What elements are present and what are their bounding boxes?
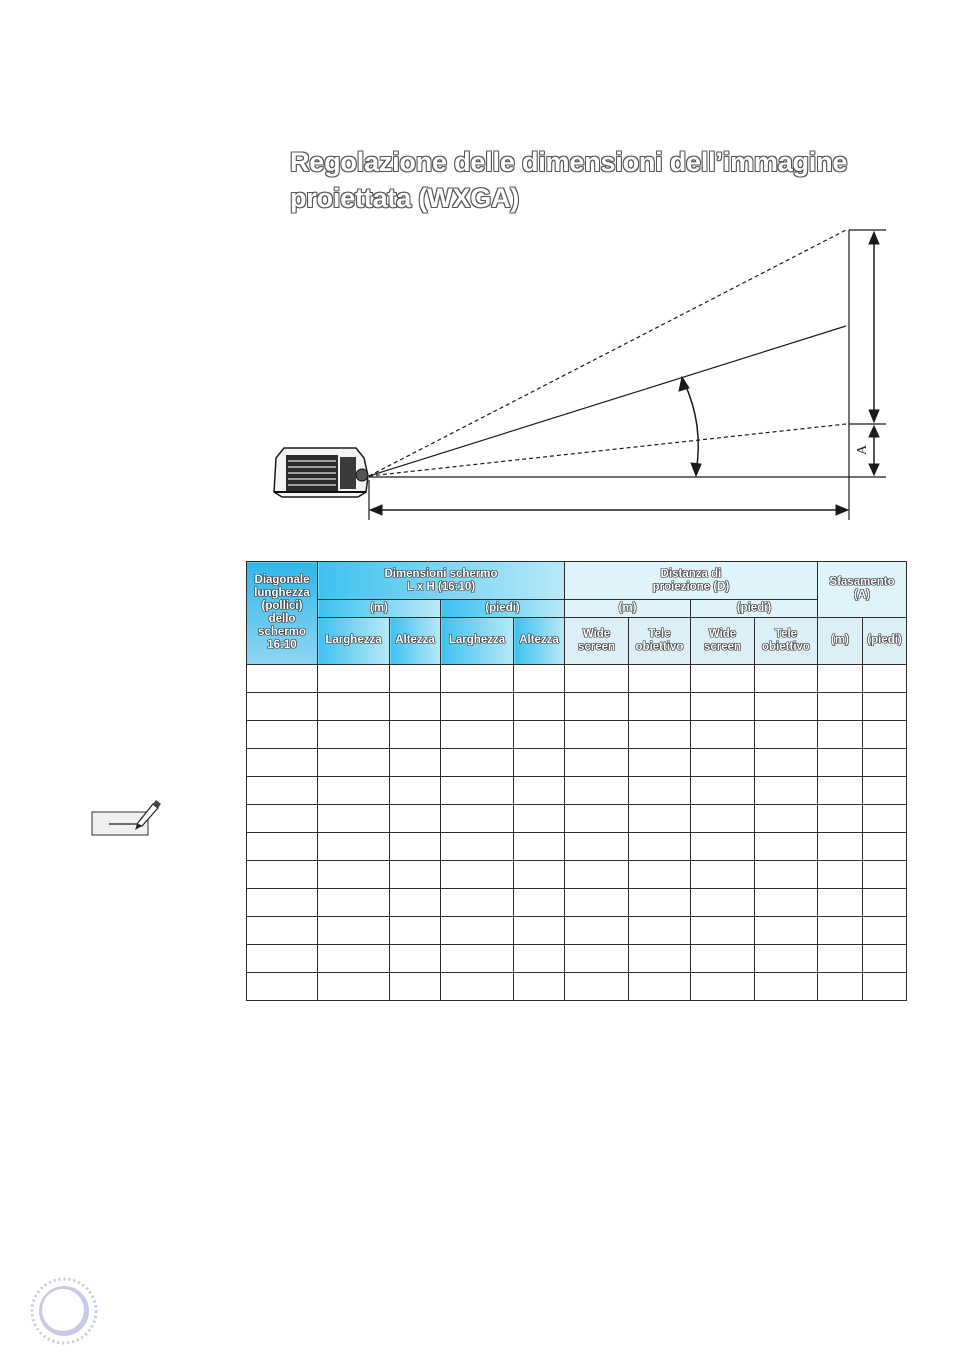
table-cell	[514, 777, 565, 805]
table-cell	[565, 693, 629, 721]
table-cell	[691, 833, 755, 861]
table-cell	[565, 777, 629, 805]
table-cell	[629, 973, 691, 1001]
table-cell	[755, 805, 818, 833]
projector-icon	[274, 448, 368, 497]
table-cell	[318, 665, 390, 693]
projection-ray-bottom	[369, 424, 846, 476]
table-row	[247, 861, 907, 889]
table-cell	[441, 721, 514, 749]
table-cell	[818, 861, 863, 889]
page-number-badge	[30, 1275, 102, 1347]
table-cell	[247, 749, 318, 777]
table-cell	[514, 693, 565, 721]
table-cell	[247, 721, 318, 749]
table-cell	[390, 665, 441, 693]
table-cell	[247, 945, 318, 973]
table-cell	[565, 805, 629, 833]
table-cell	[691, 777, 755, 805]
table-cell	[863, 693, 907, 721]
offset-label: A	[855, 444, 870, 455]
table-cell	[629, 749, 691, 777]
table-cell	[514, 917, 565, 945]
table-row	[247, 833, 907, 861]
table-cell	[818, 889, 863, 917]
table-row	[247, 973, 907, 1001]
table-cell	[318, 861, 390, 889]
header-projection-distance: Distanza di proiezione (D)	[565, 562, 818, 600]
table-row	[247, 889, 907, 917]
table-cell	[318, 749, 390, 777]
table-cell	[565, 665, 629, 693]
table-cell	[390, 693, 441, 721]
table-cell	[629, 833, 691, 861]
table-cell	[514, 749, 565, 777]
table-cell	[565, 973, 629, 1001]
table-cell	[565, 889, 629, 917]
table-cell	[755, 721, 818, 749]
table-cell	[755, 917, 818, 945]
header-offset-m: (m)	[818, 617, 863, 664]
header-distance-m: (m)	[565, 600, 691, 617]
table-cell	[629, 777, 691, 805]
table-cell	[818, 749, 863, 777]
table-cell	[863, 805, 907, 833]
table-cell	[755, 665, 818, 693]
table-cell	[629, 945, 691, 973]
table-row	[247, 749, 907, 777]
header-height-m: Altezza	[390, 617, 441, 664]
table-cell	[863, 777, 907, 805]
table-cell	[818, 917, 863, 945]
table-cell	[390, 721, 441, 749]
table-cell	[818, 693, 863, 721]
table-cell	[318, 833, 390, 861]
table-cell	[818, 945, 863, 973]
table-cell	[863, 833, 907, 861]
header-width-m: Larghezza	[318, 617, 390, 664]
table-cell	[818, 973, 863, 1001]
header-width-ft: Larghezza	[441, 617, 514, 664]
header-wide-ft: Wide screen	[691, 617, 755, 664]
table-cell	[247, 889, 318, 917]
table-cell	[565, 861, 629, 889]
table-cell	[818, 833, 863, 861]
table-cell	[514, 721, 565, 749]
table-cell	[755, 693, 818, 721]
angle-arc	[684, 382, 698, 472]
table-cell	[247, 777, 318, 805]
table-cell	[318, 693, 390, 721]
header-tele-m: Tele obiettivo	[629, 617, 691, 664]
table-cell	[441, 889, 514, 917]
projection-ray-top	[369, 230, 846, 476]
table-cell	[863, 917, 907, 945]
table-cell	[441, 945, 514, 973]
table-cell	[390, 805, 441, 833]
page-title	[290, 144, 910, 216]
table-cell	[318, 721, 390, 749]
table-cell	[863, 889, 907, 917]
table-cell	[514, 973, 565, 1001]
table-cell	[318, 889, 390, 917]
table-row	[247, 945, 907, 973]
header-screen-size: Dimensioni schermo L x H (16:10)	[318, 562, 565, 600]
table-cell	[691, 805, 755, 833]
table-cell	[818, 721, 863, 749]
table-cell	[390, 861, 441, 889]
header-offset: Sfasamento (A)	[818, 562, 907, 618]
table-cell	[318, 805, 390, 833]
table-cell	[691, 973, 755, 1001]
header-tele-ft: Tele obiettivo	[755, 617, 818, 664]
table-cell	[247, 917, 318, 945]
table-cell	[514, 665, 565, 693]
table-cell	[247, 665, 318, 693]
header-wide-m: Wide screen	[565, 617, 629, 664]
table-cell	[390, 749, 441, 777]
header-screen-m: (m)	[318, 600, 441, 617]
header-screen-ft: (piedi)	[441, 600, 565, 617]
table-cell	[247, 861, 318, 889]
table-cell	[390, 917, 441, 945]
table-cell	[691, 889, 755, 917]
table-cell	[565, 749, 629, 777]
table-cell	[755, 973, 818, 1001]
table-cell	[514, 833, 565, 861]
table-cell	[441, 833, 514, 861]
table-cell	[318, 917, 390, 945]
table-row	[247, 777, 907, 805]
table-cell	[629, 805, 691, 833]
table-cell	[863, 973, 907, 1001]
table-cell	[441, 693, 514, 721]
table-cell	[514, 805, 565, 833]
table-cell	[441, 749, 514, 777]
table-cell	[863, 665, 907, 693]
table-cell	[691, 749, 755, 777]
table-cell	[318, 777, 390, 805]
table-row	[247, 917, 907, 945]
table-cell	[441, 805, 514, 833]
projection-diagram	[265, 220, 905, 530]
table-cell	[390, 889, 441, 917]
table-cell	[629, 721, 691, 749]
note-pencil-icon	[91, 796, 163, 838]
table-cell	[441, 861, 514, 889]
table-cell	[441, 917, 514, 945]
table-cell	[818, 777, 863, 805]
table-row	[247, 721, 907, 749]
table-cell	[863, 861, 907, 889]
header-offset-ft: (piedi)	[863, 617, 907, 664]
table-cell	[629, 693, 691, 721]
table-cell	[755, 833, 818, 861]
table-cell	[755, 749, 818, 777]
table-cell	[755, 861, 818, 889]
table-cell	[629, 889, 691, 917]
projection-axis	[369, 326, 846, 476]
table-cell	[565, 917, 629, 945]
table-cell	[514, 889, 565, 917]
table-cell	[441, 777, 514, 805]
table-cell	[691, 721, 755, 749]
table-cell	[629, 861, 691, 889]
table-cell	[691, 861, 755, 889]
header-distance-ft: (piedi)	[691, 600, 818, 617]
header-diagonal: Diagonale lunghezza (pollici) dello schermo 16:10	[247, 562, 318, 665]
table-row	[247, 805, 907, 833]
table-row	[247, 693, 907, 721]
table-cell	[863, 945, 907, 973]
table-cell	[565, 945, 629, 973]
table-cell	[691, 665, 755, 693]
table-cell	[691, 945, 755, 973]
title-line-1: Regolazione delle dimensioni dell’immagine	[290, 147, 848, 177]
table-cell	[247, 805, 318, 833]
table-cell	[629, 917, 691, 945]
table-cell	[390, 833, 441, 861]
table-cell	[818, 665, 863, 693]
table-cell	[514, 861, 565, 889]
table-cell	[629, 665, 691, 693]
table-cell	[441, 665, 514, 693]
table-cell	[247, 833, 318, 861]
table-cell	[691, 917, 755, 945]
table-cell	[755, 777, 818, 805]
table-cell	[565, 833, 629, 861]
projection-size-table	[246, 561, 907, 1001]
table-cell	[390, 777, 441, 805]
title-line-2: proiettata (WXGA)	[290, 183, 520, 213]
table-row	[247, 665, 907, 693]
header-height-ft: Altezza	[514, 617, 565, 664]
table-cell	[441, 973, 514, 1001]
table-cell	[818, 805, 863, 833]
table-cell	[863, 721, 907, 749]
table-cell	[691, 693, 755, 721]
table-cell	[514, 945, 565, 973]
table-cell	[565, 721, 629, 749]
table-cell	[390, 945, 441, 973]
table-cell	[390, 973, 441, 1001]
table-cell	[247, 693, 318, 721]
table-cell	[318, 973, 390, 1001]
table-cell	[318, 945, 390, 973]
table-cell	[863, 749, 907, 777]
table-cell	[755, 945, 818, 973]
table-cell	[247, 973, 318, 1001]
table-cell	[755, 889, 818, 917]
